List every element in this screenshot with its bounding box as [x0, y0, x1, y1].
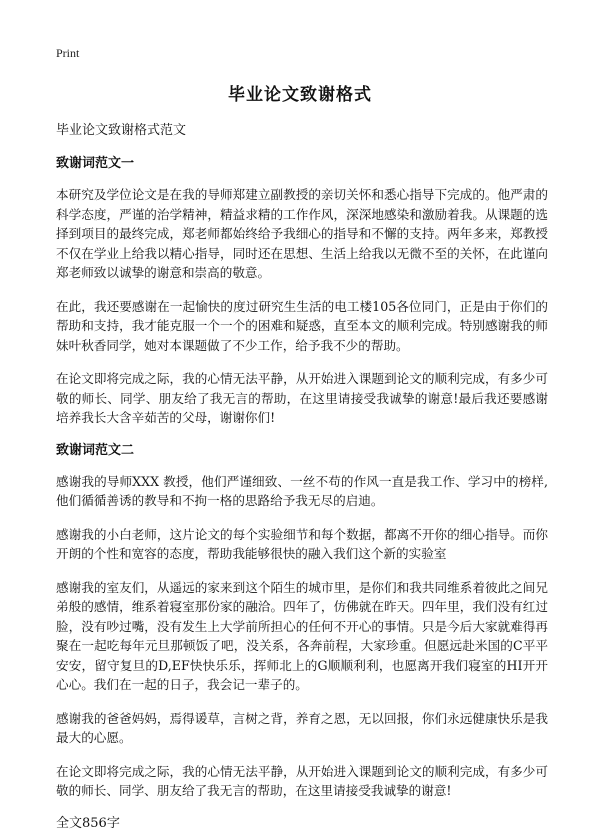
paragraph: 感谢我的室友们，从遥远的家来到这个陌生的城市里，是你们和我共同维系着彼此之间兄弟般的感情，维系着寝室那份家的融洽。四年了，仿佛就在昨天。四年里，我们没有红过脸，没有吵过嘴，没有发生上大学前所担心的任何不开心的事情。只是今后大家就难得再聚在一起吃每年元旦那顿饭了吧，没关系，各奔前程，大家珍重。但愿远赴米国的C平平安安，留守复旦的D,EF快快乐乐，挥师北上的G顺顺利利，也愿离开我们寝室的HI开开心心。我们在一起的日子，我会记一辈子的。: [56, 579, 548, 692]
paragraph: 感谢我的爸爸妈妈，焉得谖草，言树之背，养育之恩，无以回报，你们永远健康快乐是我最大的心愿。: [56, 710, 548, 745]
document-subtitle: 毕业论文致谢格式范文: [56, 123, 187, 138]
paragraph: 在论文即将完成之际，我的心情无法平静，从开始进入课题到论文的顺利完成，有多少可敬的师长、同学、朋友给了我无言的帮助，在这里请接受我诚挚的谢意!: [56, 763, 548, 798]
paragraph: 感谢我的小白老师，这片论文的每个实验细节和每个数据，都离不开你的细心指导。而你开朗的个性和宽容的态度，帮助我能够很快的融入我们这个新的实验室: [56, 526, 548, 561]
print-link[interactable]: Print: [56, 46, 80, 60]
section-heading-1: 致谢词范文一: [56, 156, 135, 171]
section-heading-2: 致谢词范文二: [56, 442, 135, 458]
paragraph: 本研究及学位论文是在我的导师郑建立副教授的亲切关怀和悉心指导下完成的。他严肃的科学态度，严谨的治学精神，精益求精的工作作风，深深地感染和激励着我。从课题的选择到项目的最终完成，郑老师都始终给予我细心的指导和不懈的支持。两年多来，郑教授不仅在学业上给我以精心指导，同时还在思想、生活上给我以无微不至的关怀，在此谨向郑老师致以诚挚的谢意和崇高的敬意。: [56, 187, 548, 280]
word-count: 全文856字: [56, 815, 120, 831]
paragraph: 感谢我的导师XXX 教授，他们严谨细致、一丝不苟的作风一直是我工作、学习中的榜样,他们循循善诱的教导和不拘一格的思路给予我无尽的启迪。: [56, 473, 548, 508]
page-title: 毕业论文致谢格式: [228, 85, 372, 105]
paragraph: 在论文即将完成之际，我的心情无法平静，从开始进入课题到论文的顺利完成，有多少可敬的师长、同学、朋友给了我无言的帮助，在这里请接受我诚挚的谢意!最后我还要感谢培养我长大含辛茹苦的父母，谢谢你们!: [56, 371, 548, 425]
paragraph: 在此，我还要感谢在一起愉快的度过研究生生活的电工楼105各位同门，正是由于你们的帮助和支持，我才能克服一个一个的困难和疑惑，直至本文的顺利完成。特别感谢我的师妹叶秋香同学，她对本课题做了不少工作，给予我不少的帮助。: [56, 298, 548, 353]
document-body: [56, 122, 548, 833]
